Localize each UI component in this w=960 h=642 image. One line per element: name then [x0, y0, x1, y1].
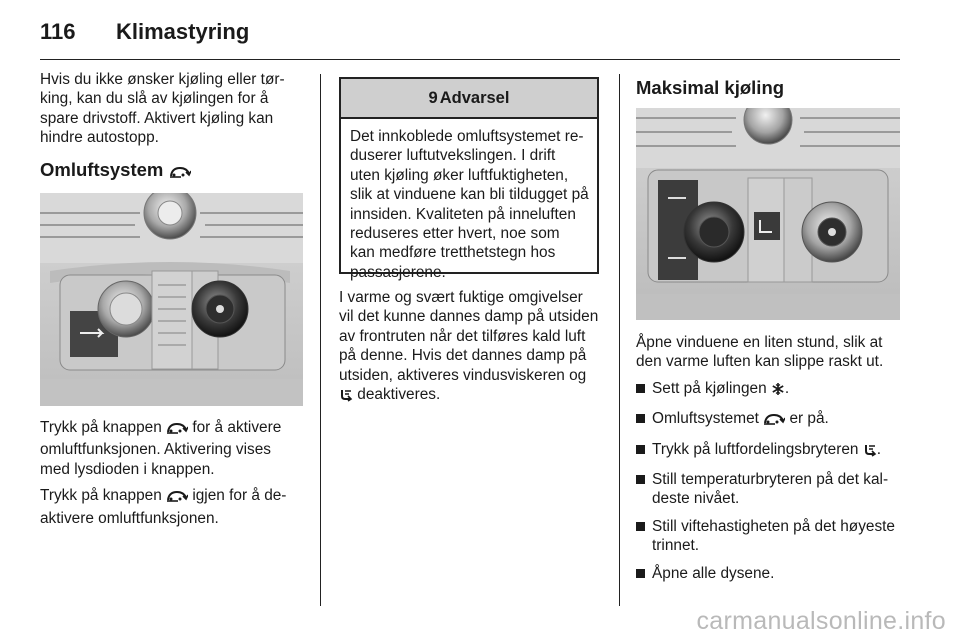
warning-text	[341, 119, 597, 282]
step-text-line: deste nivået.	[652, 490, 740, 508]
warning-header	[341, 79, 597, 119]
text-line: med lysdioden i knappen.	[40, 460, 215, 478]
text-line: reduseres etter hvert, noe som	[350, 225, 560, 243]
snowflake-icon	[771, 382, 785, 401]
text-line: aktivere omluftfunksjonen.	[40, 509, 219, 527]
step-text-line: Trykk på luftfordelingsbryteren .	[652, 440, 908, 462]
recirculation-icon	[166, 421, 188, 440]
intro-paragraph	[40, 70, 308, 148]
step-text-line: Still viftehastigheten på det høyeste	[652, 517, 895, 535]
left-column-lower	[40, 418, 308, 535]
recirculation-button-photo	[40, 193, 303, 406]
text-line: Åpne vinduene en liten stund, slik at	[636, 334, 883, 351]
step-text-line: Still temperaturbryteren på det kal-	[652, 471, 889, 489]
bullet-square-icon	[636, 384, 645, 393]
step-item	[636, 564, 908, 583]
step-item	[636, 470, 908, 509]
watermark: carmanualsonline.info	[696, 607, 946, 635]
bullet-square-icon	[636, 569, 645, 578]
page-number: 116	[40, 19, 76, 44]
step-text-line: Omluftsystemet er på.	[652, 409, 908, 431]
activate-paragraph	[40, 418, 308, 479]
text-line: på denne. Hvis det dannes damp på	[339, 347, 587, 365]
column-divider-right	[619, 74, 620, 606]
control-panel-illustration-left	[40, 193, 303, 406]
middle-column	[339, 288, 607, 414]
text-line: Det innkoblede omluftsystemet re-	[350, 128, 584, 145]
text-line: hindre autostopp.	[40, 129, 159, 147]
text-line: Trykk på knappen for å aktivere	[40, 418, 308, 440]
max-cooling-photo	[636, 108, 900, 320]
text-line: uten kjøling øker luftfuktigheten,	[350, 166, 569, 184]
deactivate-paragraph	[40, 486, 308, 528]
text-line: I varme og svært fuktige omgivelser	[339, 289, 583, 306]
recirculation-icon	[166, 489, 188, 508]
bullet-square-icon	[636, 445, 645, 454]
step-item	[636, 379, 908, 401]
open-windows-paragraph	[636, 333, 908, 372]
air-distribution-icon	[863, 443, 877, 462]
bullet-square-icon	[636, 522, 645, 531]
air-distribution-icon	[339, 388, 353, 407]
text-line: Hvis du ikke ønsker kjøling eller tør-	[40, 71, 285, 88]
text-line: innsiden. Kvaliteten på inneluften	[350, 205, 576, 223]
warning-label: Advarsel	[439, 88, 510, 107]
chapter-title: Klimastyring	[116, 19, 250, 44]
text-line: utsiden, aktiveres vindusviskeren og	[339, 366, 587, 384]
text-line: slik at vinduene kan bli tildugget på	[350, 186, 589, 204]
bullet-square-icon	[636, 414, 645, 423]
step-text-line: Sett på kjølingen .	[652, 379, 908, 401]
warning-number: 9	[428, 88, 438, 107]
right-column	[636, 76, 906, 100]
text-line: Trykk på knappen igjen for å de-	[40, 486, 308, 508]
text-line: spare drivstoff. Aktivert kjøling kan	[40, 109, 274, 127]
max-cooling-steps	[636, 379, 908, 583]
text-line: duserer luftutvekslingen. I drift	[350, 147, 556, 165]
step-text-line: Åpne alle dysene.	[652, 564, 775, 582]
text-line: king, kan du slå av kjølingen for å	[40, 90, 269, 108]
recirculation-heading-text: Omluftsystem	[40, 158, 164, 180]
control-panel-illustration-right	[636, 108, 900, 320]
text-line: omluftfunksjonen. Aktivering vises	[40, 441, 271, 459]
text-line: passasjerene.	[350, 263, 446, 281]
recirculation-icon	[169, 161, 191, 185]
text-line: av frontruten når det tilføres kald luft	[339, 327, 586, 345]
condensation-paragraph	[339, 288, 607, 407]
bullet-square-icon	[636, 475, 645, 484]
recirculation-icon	[763, 412, 785, 431]
column-divider-left	[320, 74, 321, 606]
text-line: vil det kunne dannes damp på utsiden	[339, 308, 599, 326]
text-line: deaktiveres.	[339, 385, 607, 407]
left-column	[40, 70, 308, 185]
recirculation-heading	[40, 158, 308, 185]
step-item	[636, 517, 908, 556]
step-item	[636, 409, 908, 431]
step-text-line: trinnet.	[652, 537, 700, 555]
header-rule	[40, 59, 900, 60]
step-item	[636, 440, 908, 462]
text-line: kan medføre tretthetstegn hos	[350, 244, 556, 262]
text-line: den varme luften kan slippe raskt ut.	[636, 353, 884, 371]
right-column-lower	[636, 333, 908, 591]
max-cooling-heading: Maksimal kjøling	[636, 77, 785, 98]
warning-box	[339, 77, 599, 281]
